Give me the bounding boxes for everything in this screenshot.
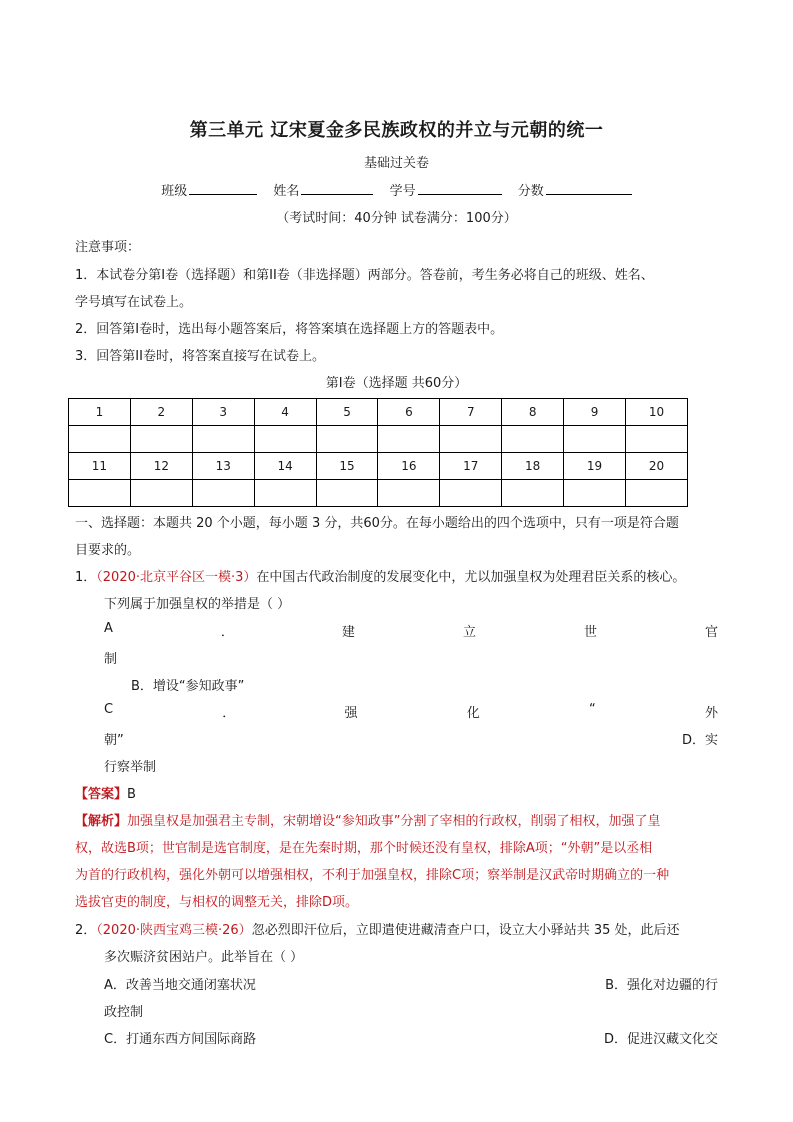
answer-cell[interactable] [254, 426, 316, 453]
question-1-analysis-line-4: 选拔官吏的制度，与相权的调整无关，排除D项。 [75, 895, 359, 910]
question-1-option-a[interactable]: A ． 建 立 世 官 [104, 621, 718, 640]
question-number-cell: 17 [440, 453, 502, 480]
question-2-stem [75, 919, 680, 938]
instructions-line-2: 目要求的。 [75, 543, 141, 558]
class-field[interactable]: 班级 [161, 180, 257, 199]
name-field[interactable]: 姓名 [273, 180, 373, 199]
question-number-cell: 1 [69, 399, 131, 426]
question-number-cell: 18 [502, 453, 564, 480]
answer-cell[interactable] [192, 480, 254, 507]
table-row [69, 399, 688, 426]
question-number-cell: 9 [564, 399, 626, 426]
answer-cell[interactable] [254, 480, 316, 507]
question-1-option-d-cont: 行察举制 [104, 760, 157, 775]
answer-cell[interactable] [130, 480, 192, 507]
question-number-cell: 10 [626, 399, 688, 426]
question-1-number: 1． [75, 570, 97, 585]
question-number-cell: 13 [192, 453, 254, 480]
answer-table [68, 398, 688, 507]
question-1-option-d[interactable]: D．实 [681, 733, 718, 748]
question-2-option-c[interactable]: C．打通东西方间国际商路 [104, 1032, 257, 1047]
question-1-stem-line-1: 在中国古代政治制度的发展变化中，尤以加强皇权为处理君臣关系的核心。 [256, 570, 686, 585]
answer-cell[interactable] [564, 480, 626, 507]
question-1-option-a-cont: 制 [104, 652, 118, 667]
answer-cell[interactable] [626, 480, 688, 507]
answer-cell[interactable] [378, 426, 440, 453]
question-1-stem [75, 566, 685, 585]
question-number-cell: 16 [378, 453, 440, 480]
question-2-option-d[interactable]: D．促进汉藏文化交 [603, 1032, 718, 1047]
question-number-cell: 2 [130, 399, 192, 426]
score-field[interactable]: 分数 [518, 180, 632, 199]
student-info-line [0, 180, 793, 199]
question-2-option-a[interactable]: A．改善当地交通闭塞状况 [104, 978, 256, 993]
answer-value: B [127, 787, 136, 802]
question-1-option-c-cont: 朝” [104, 733, 124, 748]
answer-cell[interactable] [440, 426, 502, 453]
analysis-label: 【解析】 [75, 814, 128, 829]
question-number-cell: 15 [316, 453, 378, 480]
student-id-field[interactable]: 学号 [390, 180, 502, 199]
question-number-cell: 5 [316, 399, 378, 426]
question-1-option-b[interactable]: B．增设“参知政事” [131, 679, 245, 694]
note-item-1-line-1: 1．本试卷分第Ⅰ卷（选择题）和第II卷（非选择题）两部分。答卷前，考生务必将自己的班级、姓名、 [75, 268, 654, 283]
answer-cell[interactable] [502, 480, 564, 507]
note-item-2: 2．回答第Ⅰ卷时，选出每小题答案后，将答案填在选择题上方的答题表中。 [75, 322, 504, 337]
question-1-stem-line-2: 下列属于加强皇权的举措是（ ） [104, 597, 291, 612]
question-number-cell: 19 [564, 453, 626, 480]
question-2-option-b-cont: 政控制 [104, 1005, 144, 1020]
question-1-analysis-line-1: 【解析】加强皇权是加强君主专制，宋朝增设“参知政事”分割了宰相的行政权，削弱了相权，加强了皇 [75, 814, 661, 829]
question-number-cell: 8 [502, 399, 564, 426]
answer-cell[interactable] [564, 426, 626, 453]
page-title: 第三单元 辽宋夏金多民族政权的并立与元朝的统一 [189, 120, 604, 141]
question-2-stem-line-2: 多次赈济贫困站户。此举旨在（ ） [104, 950, 304, 965]
question-number-cell: 14 [254, 453, 316, 480]
instructions-line-1: 一、选择题：本题共 20 个小题，每小题 3 分，共60分。在每小题给出的四个选项中，只有一项是符合题 [75, 516, 679, 531]
question-number-cell: 7 [440, 399, 502, 426]
answer-cell[interactable] [378, 480, 440, 507]
question-1-analysis-line-3: 为首的行政机构，强化外朝可以增强相权，不利于加强皇权，排除C项；察举制是汉武帝时期确立的一种 [75, 868, 670, 883]
table-row [69, 426, 688, 453]
question-2-source: （2020·陕西宝鸡三模·26） [96, 923, 252, 938]
question-number-cell: 4 [254, 399, 316, 426]
question-1-option-c[interactable]: C ． 强 化 “ 外 [104, 702, 718, 721]
exam-info: （考试时间：40分钟 试卷满分：100分） [276, 211, 517, 226]
answer-label: 【答案】 [75, 787, 128, 802]
table-row [69, 453, 688, 480]
question-2-stem-line-1: 忽必烈即汗位后，立即遣使进藏清查户口，设立大小驿站共 35 处，此后还 [251, 923, 680, 938]
question-1-analysis-line-2: 权，故选B项；世官制是选官制度，是在先秦时期，那个时候还没有皇权，排除A项；“外朝”是以丞相 [75, 841, 653, 856]
answer-cell[interactable] [316, 426, 378, 453]
answer-cell[interactable] [502, 426, 564, 453]
section-1-title: 第Ⅰ卷（选择题 共60分） [325, 376, 468, 391]
note-item-1-line-2: 学号填写在试卷上。 [75, 295, 193, 310]
question-1-source: （2020·北京平谷区一模·3） [96, 570, 257, 585]
notes-heading: 注意事项： [75, 240, 141, 255]
question-number-cell: 20 [626, 453, 688, 480]
answer-cell[interactable] [192, 426, 254, 453]
table-row [69, 480, 688, 507]
answer-cell[interactable] [440, 480, 502, 507]
question-number-cell: 6 [378, 399, 440, 426]
answer-cell[interactable] [626, 426, 688, 453]
note-item-3: 3．回答第II卷时，将答案直接写在试卷上。 [75, 349, 325, 364]
answer-cell[interactable] [69, 426, 131, 453]
question-number-cell: 11 [69, 453, 131, 480]
question-1-answer [75, 783, 136, 802]
question-number-cell: 12 [130, 453, 192, 480]
question-2-number: 2． [75, 923, 97, 938]
question-number-cell: 3 [192, 399, 254, 426]
answer-cell[interactable] [69, 480, 131, 507]
question-2-option-b[interactable]: B．强化对边疆的行 [605, 978, 718, 993]
answer-cell[interactable] [130, 426, 192, 453]
answer-cell[interactable] [316, 480, 378, 507]
page-subtitle: 基础过关卷 [363, 156, 429, 171]
